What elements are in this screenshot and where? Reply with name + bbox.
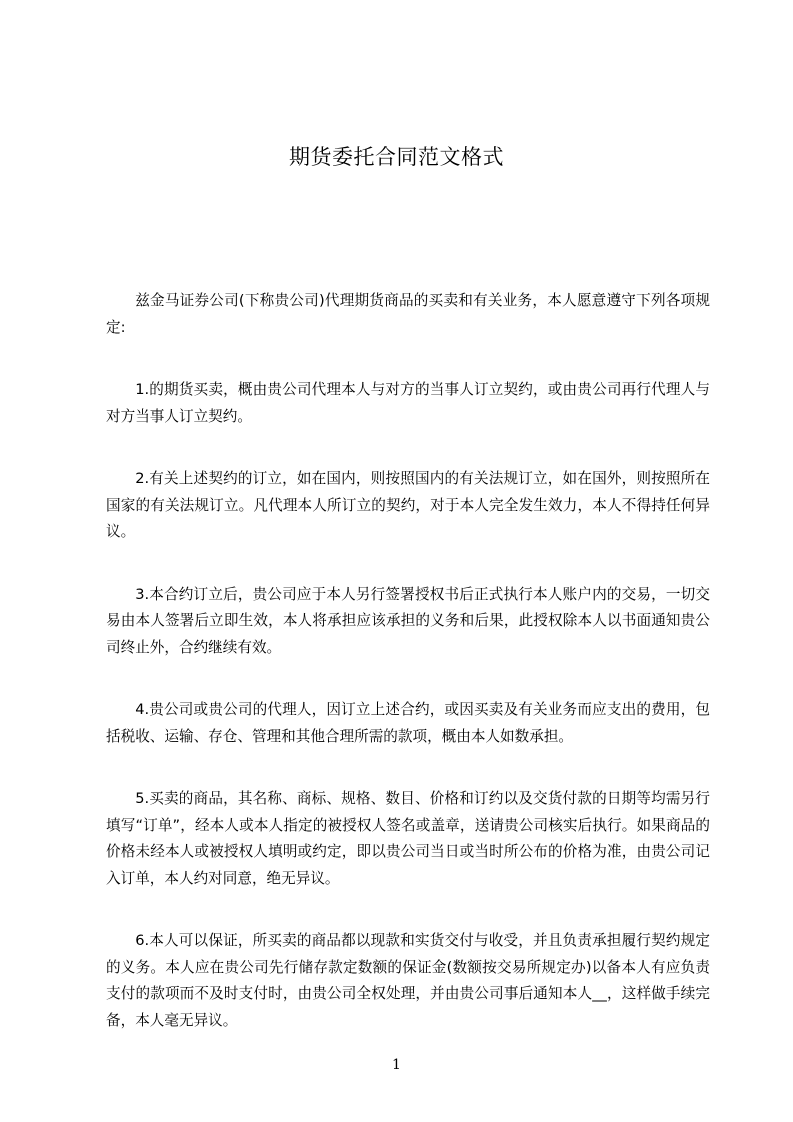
document-title: 期货委托合同范文格式 bbox=[289, 145, 504, 169]
paragraph-intro: 兹金马证券公司(下称贵公司)代理期货商品的买卖和有关业务，本人愿意遵守下列各项规定: bbox=[106, 292, 710, 336]
paragraph-clause-3: 3.本合约订立后，贵公司应于本人另行签署授权书后正式执行本人账户内的交易，一切交易由本人签署后立即生效，本人将承担应该承担的义务和后果，此授权除本人以书面通知贵公司终止外，合约继续有效。 bbox=[106, 585, 710, 656]
document-body bbox=[106, 288, 710, 1070]
paragraph-clause-4: 4.贵公司或贵公司的代理人，因订立上述合约，或因买卖及有关业务而应支出的费用，包括税收、运输、存仓、管理和其他合理所需的款项，概由本人如数承担。 bbox=[106, 701, 710, 745]
paragraph-clause-5: 5.买卖的商品，其名称、商标、规格、数目、价格和订约以及交货付款的日期等均需另行填写“订单”，经本人或本人指定的被授权人签名或盖章，送请贵公司核实后执行。如果商品的价格未经本人或被授权人填明或约定，即以贵公司当日或当时所公布的价格为准，由贵公司记入订单，本人约对同意，绝无异议。 bbox=[106, 790, 710, 887]
page-number: 1 bbox=[392, 1057, 401, 1073]
paragraph-clause-6: 6.本人可以保证，所买卖的商品都以现款和实货交付与收受，并且负责承担履行契约规定的义务。本人应在贵公司先行储存款定数额的保证金(数额按交易所规定办)以备本人有应负责支付的款项而不及时支付时，由贵公司全权处理，并由贵公司事后通知本人__，这样做手续完备，本人毫无异议。 bbox=[106, 932, 710, 1029]
paragraph-clause-2: 2.有关上述契约的订立，如在国内，则按照国内的有关法规订立，如在国外，则按照所在国家的有关法规订立。凡代理本人所订立的契约，对于本人完全发生效力，本人不得持任何异议。 bbox=[106, 470, 710, 540]
paragraph-clause-1: 1.的期货买卖，概由贵公司代理本人与对方的当事人订立契约，或由贵公司再行代理人与对方当事人订立契约。 bbox=[106, 381, 710, 425]
